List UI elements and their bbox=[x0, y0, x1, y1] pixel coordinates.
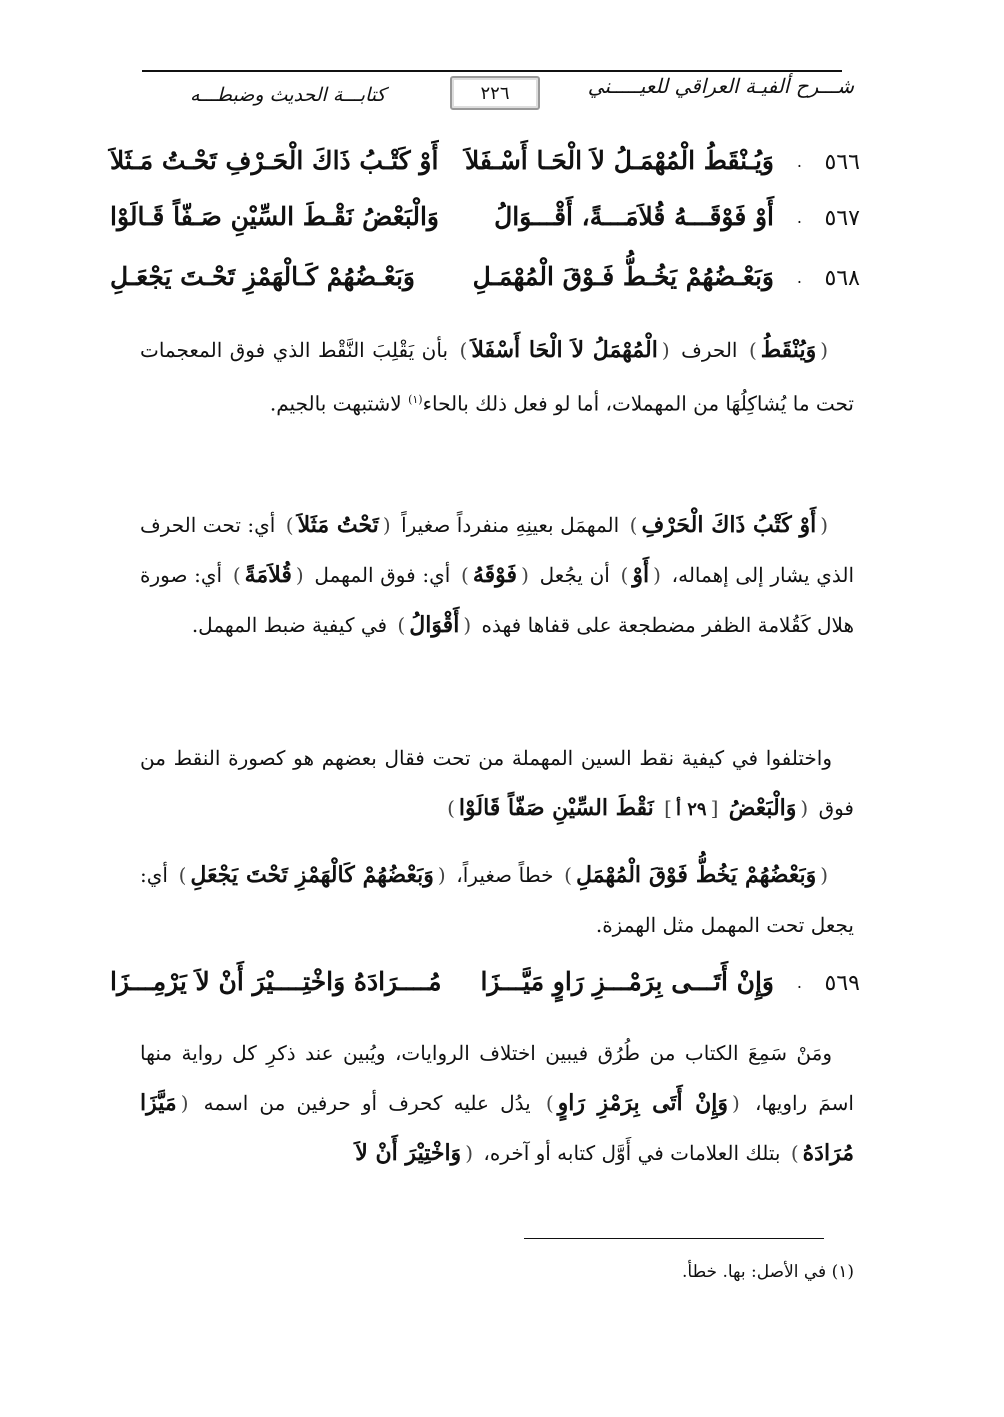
commentary-paragraph: ومَنْ سَمِعَ الكتاب من طُرُق فيبين اختلاف الروايات، ويُبين عند ذكرِ كل رواية منها اسمَ راويها، (وَإِنْ أَتَى بِرَمْزِ رَاوٍ) يدُل عليه كحرف أو حرفين من اسمه (مَيَّزَا مُرَادَهُ) بتلك العلامات في أَوَّل كتابه أو آخره، (وَاخْتِيْرَ أَنْ لاَ bbox=[140, 1041, 854, 1166]
quoted-verse-text: وَبَعْضُهُمْ يَخُطُّ فَوْقَ الْمُهْمَلِ bbox=[575, 862, 817, 888]
commentary-text: واختلفوا في كيفية نقط السين المهملة من تحت فقال بعضهم هو كصورة النقط من فوق bbox=[140, 746, 854, 820]
verse-row bbox=[110, 262, 860, 302]
verse-row bbox=[110, 146, 860, 186]
commentary-text: أي: صورة هلال كَقُلامة الظفر مضطجعة على قفاها فهذه bbox=[140, 563, 854, 637]
quoted-verse-text: فَوْقَهُ bbox=[472, 562, 518, 588]
quoted-verse-text: وَإِنْ أَتَى بِرَمْزِ رَاوٍ bbox=[557, 1090, 729, 1116]
quoted-verse-text: مَيَّزَا مُرَادَهُ bbox=[140, 1090, 854, 1166]
quoted-verse-text: وَاخْتِيْرَ أَنْ لاَ bbox=[355, 1140, 462, 1166]
verse-second-hemistich: وَبَعْـضُهُمْ كَـالْهَمْزِ تَحْـتَ يَجْعَـلِ bbox=[110, 262, 415, 291]
quoted-verse-text: الْمُهْمَلُ لاَ الْحَا أَسْفَلاَ bbox=[471, 337, 658, 363]
commentary-text: يدُل عليه كحرف أو حرفين من اسمه bbox=[203, 1091, 531, 1115]
quoted-verse-text: أَوْ كَتْبُ ذَاكَ الْحَرْفِ bbox=[641, 512, 817, 538]
verse-second-hemistich: أَوْ كَتْـبُ ذَاكَ الْحَـرْفِ تَحْـتُ مَـثَلاَ bbox=[110, 146, 439, 175]
quoted-verse-text: تَحْتُ مَثَلاَ bbox=[297, 512, 379, 538]
verse-first-hemistich: وَيُـنْقَطُ الْمُهْمَـلُ لاَ الْحَـا أَسْـفَلاَ bbox=[464, 146, 774, 175]
commentary-text: لاشتبهت بالجيم. bbox=[269, 391, 402, 416]
quoted-verse-text: وَالْبَعْضُ bbox=[728, 795, 797, 821]
verse-first-hemistich: وَإِنْ أَتَـــى بِرَمْـــزِ رَاوٍ مَيَّـــزَا bbox=[480, 967, 774, 996]
page-number: ٢٢٦ bbox=[450, 76, 540, 110]
commentary-paragraph: (وَبَعْضُهُمْ يَخُطُّ فَوْقَ الْمُهْمَلِ) خطاً صغيراً، (وَبَعْضُهُمْ كَالْهَمْزِ تَحْتَ يَجْعَلِ) أي: يجعل تحت المهمل مثل الهمزة. bbox=[140, 862, 854, 937]
footnote-rule bbox=[524, 1238, 824, 1239]
commentary-text: بأن يَقْلِبَ النَّقْط الذي فوق المعجمات تحت ما يُشاكِلُهَا من المهملات، أما لو فعل ذلك بالحاء bbox=[140, 338, 854, 416]
verse-number: ٥٦٧ bbox=[824, 206, 860, 231]
footnote-marker: (١) bbox=[408, 393, 423, 406]
header-book-title: شـــرح ألفيـة العراقي للعيـــــني bbox=[587, 74, 854, 98]
verse-number: ٥٦٨ bbox=[824, 266, 860, 291]
quoted-verse-text: أَوْ bbox=[632, 562, 650, 588]
commentary-text: ومَنْ سَمِعَ الكتاب من طُرُق فيبين اختلاف الروايات، ويُبين عند ذكرِ كل رواية منها اسمَ راويها، bbox=[140, 1041, 854, 1115]
commentary-text: خطاً صغيراً، bbox=[456, 863, 554, 887]
verse-number: ٥٦٩ bbox=[824, 971, 860, 996]
commentary-text: الحرف bbox=[681, 338, 738, 362]
verse-number: ٥٦٦ bbox=[824, 150, 860, 175]
commentary-text: في كيفية ضبط المهمل. bbox=[191, 613, 388, 637]
commentary-text: أي: تحت الحرف الذي يشار إلى إهماله، bbox=[140, 513, 855, 587]
verse-first-hemistich: أَوْ فَوْقَـــهُ قُلاَمَـــةً، أَقْـــوَالُ bbox=[494, 202, 774, 231]
quoted-verse-text: نَقْطَ السِّيْنِ صَفّاً قَالَوْا bbox=[458, 795, 654, 821]
commentary-text: المهمَل بعينِهِ منفرداً صغيراً bbox=[401, 513, 620, 537]
verse-second-hemistich: مُــــرَادَهُ وَاخْتِــــيْرَ أَنْ لاَ يَرْمِـــزَا bbox=[110, 967, 442, 996]
header-section-title: كتابـــة الحديث وضبطـــه bbox=[190, 84, 386, 106]
quoted-verse-text: أَقْوَالُ bbox=[409, 612, 460, 638]
verse-row bbox=[110, 202, 860, 242]
verse-dot: . bbox=[796, 208, 802, 227]
commentary-paragraph: (أَوْ كَتْبُ ذَاكَ الْحَرْفِ) المهمَل بعينِهِ منفرداً صغيراً (تَحْتُ مَثَلاَ) أي: تحت الحرف الذي يشار إلى إهماله، (أَوْ) أن يجُعل (فَوْقَهُ) أي: فوق المهمل (قُلاَمَةً) أي: صورة هلال كَقُلامة الظفر مضطجعة على قفاها فهذه (أَقْوَالُ) في كيفية ضبط المهمل. bbox=[140, 512, 855, 638]
commentary-text: أي: فوق المهمل bbox=[314, 563, 451, 587]
footnote: (١) في الأصل: بها. خطأ. bbox=[682, 1262, 854, 1282]
header-rule bbox=[142, 70, 842, 72]
commentary-text: بتلك العلامات في أَوَّل كتابه أو آخره، bbox=[483, 1141, 781, 1165]
commentary-paragraph: (وَيُنْقَطُ) الحرف (الْمُهْمَلُ لاَ الْحَا أَسْفَلاَ) بأن يَقْلِبَ النَّقْط الذي فوق المعجمات تحت ما يُشاكِلُهَا من المهملات، أما لو فعل ذلك بالحاء$^{(١)}$ لاشتبهت بالجيم. bbox=[140, 337, 854, 416]
verse-second-hemistich: وَالْبَعْضُ نَقْـطَ السِّيْنِ صَـفّاً قَـالَوْا bbox=[110, 202, 439, 231]
verse-dot: . bbox=[796, 973, 802, 992]
commentary-text: أي: يجعل تحت المهمل مثل الهمزة. bbox=[140, 863, 854, 937]
verse-first-hemistich: وَبَعْـضُهُمْ يَخُـطُّ فَـوْقَ الْمُهْمَـلِ bbox=[472, 262, 774, 291]
commentary-paragraph: واختلفوا في كيفية نقط السين المهملة من تحت فقال بعضهم هو كصورة النقط من فوق (وَالْبَعْضُ [٢٩ أ] نَقْطَ السِّيْنِ صَفّاً قَالَوْا) bbox=[140, 746, 854, 821]
quoted-verse-text: قُلاَمَةً bbox=[244, 562, 292, 588]
verse-dot: . bbox=[796, 152, 802, 171]
commentary-text: أن يجُعل bbox=[539, 563, 610, 587]
quoted-verse-text: وَيُنْقَطُ bbox=[760, 337, 817, 363]
verse-row bbox=[110, 967, 860, 1007]
verse-dot: . bbox=[796, 268, 802, 287]
folio-marker: ٢٩ أ bbox=[675, 799, 707, 820]
quoted-verse-text: وَبَعْضُهُمْ كَالْهَمْزِ تَحْتَ يَجْعَلِ bbox=[190, 862, 434, 888]
